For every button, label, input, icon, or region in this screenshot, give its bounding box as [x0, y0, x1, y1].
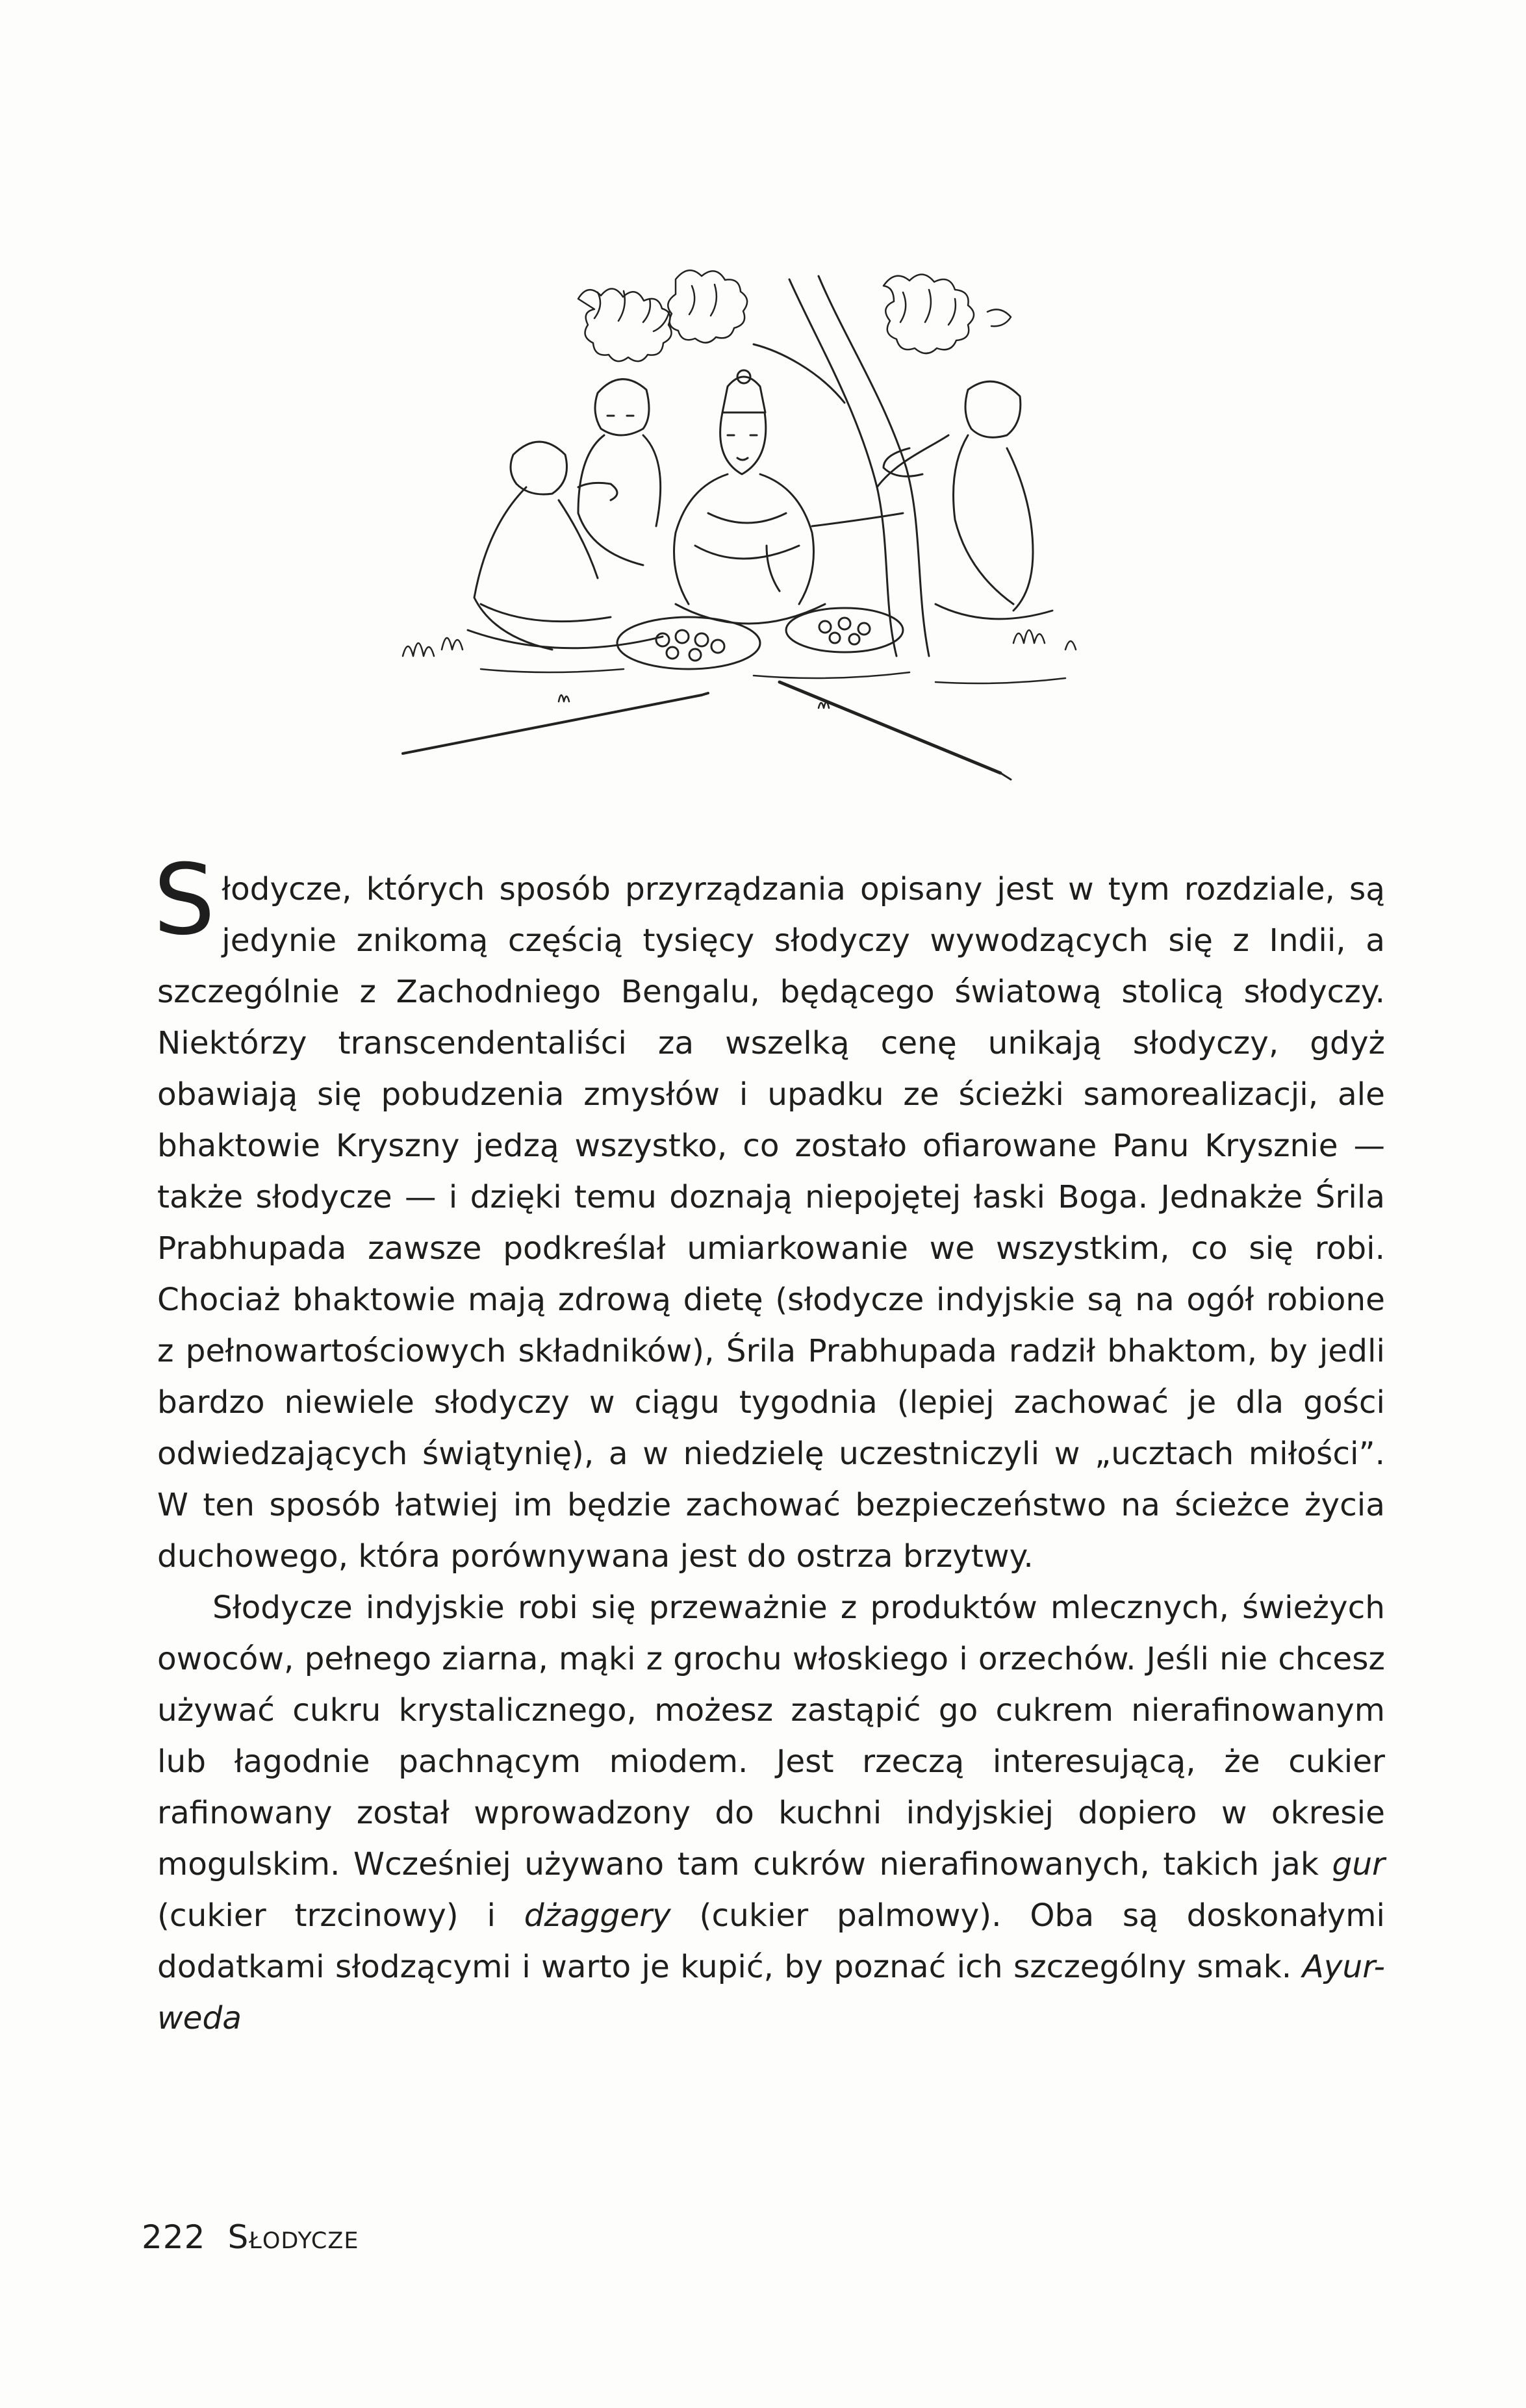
paragraph-2: Słodycze indyjskie robi się przeważnie z produktów mlecznych, świeżych owoców, pełnego ziarna, mąki z grochu włoskiego i orzechów. Jeśli nie chcesz używać cukru krystalicznego, możesz zastąpić go cukrem nierafinowanym lub łagodnie pachnącym miodem. Jest rzeczą interesującą, że cukier rafinowany został wprowadzony do kuchni indyjskiej dopiero w okresie mogulskim. Wcześniej używano tam cukrów nierafinowanych, takich jak gur (cukier trzcinowy) i dżaggery (cukier palmowy). Oba są doskonałymi dodatkami słodzącymi i warto je kupić, by poznać ich szczególny smak. Ayur-weda: [157, 1590, 1386, 2036]
paragraph-1: [153, 844, 1385, 1582]
chapter-body-text: [153, 844, 1386, 2044]
page-footer: [142, 2218, 359, 2256]
term-dzaggery: dżaggery: [524, 1897, 671, 1934]
page-number: 222: [142, 2218, 206, 2256]
term-gur: gur: [1332, 1846, 1385, 1882]
drop-cap: S: [153, 844, 216, 957]
paragraph-1-text: łodycze, których sposób przyrządzania opisany jest w tym rozdziale, są jedynie znikomą częścią tysięcy słodyczy wywodzących się z Indii, a szczególnie z Zachodniego Bengalu, będącego światową stolicą słodyczy. Niektórzy transcendentaliści za wszelką cenę unikają słodyczy, gdyż obawiają się pobudzenia zmysłów i upadku ze ścieżki samorealizacji, ale bhaktowie Kryszny jedzą wszystko, co zostało ofiarowane Panu Krysznie — także słodycze — i dzięki temu doznają niepojętej łaski Boga. Jednakże Śrila Prabhupada zawsze podkreślał umiarkowanie we wszystkim, co się robi. Chociaż bhaktowie mają zdrową dietę (słodycze indyjskie są na ogół robione z pełnowartościowych składników), Śrila Prabhupada radził bhaktom, by jedli bardzo niewiele słodyczy w ciągu tygodnia (lepiej zachować je dla gości odwiedzających świątynię), a w niedzielę uczestniczyli w „ucztach miłości”. W ten sposób łatwiej im będzie zachować bezpieczeństwo na ścieżce życia duchowego, która porównywana jest do ostrza brzytwy.: [157, 871, 1385, 1575]
running-title: Słodycze: [227, 2218, 359, 2256]
term-ayurveda: Ayur-weda: [157, 1949, 1385, 2036]
chapter-illustration: [364, 240, 1182, 831]
krishna-picnic-drawing: [364, 240, 1182, 831]
